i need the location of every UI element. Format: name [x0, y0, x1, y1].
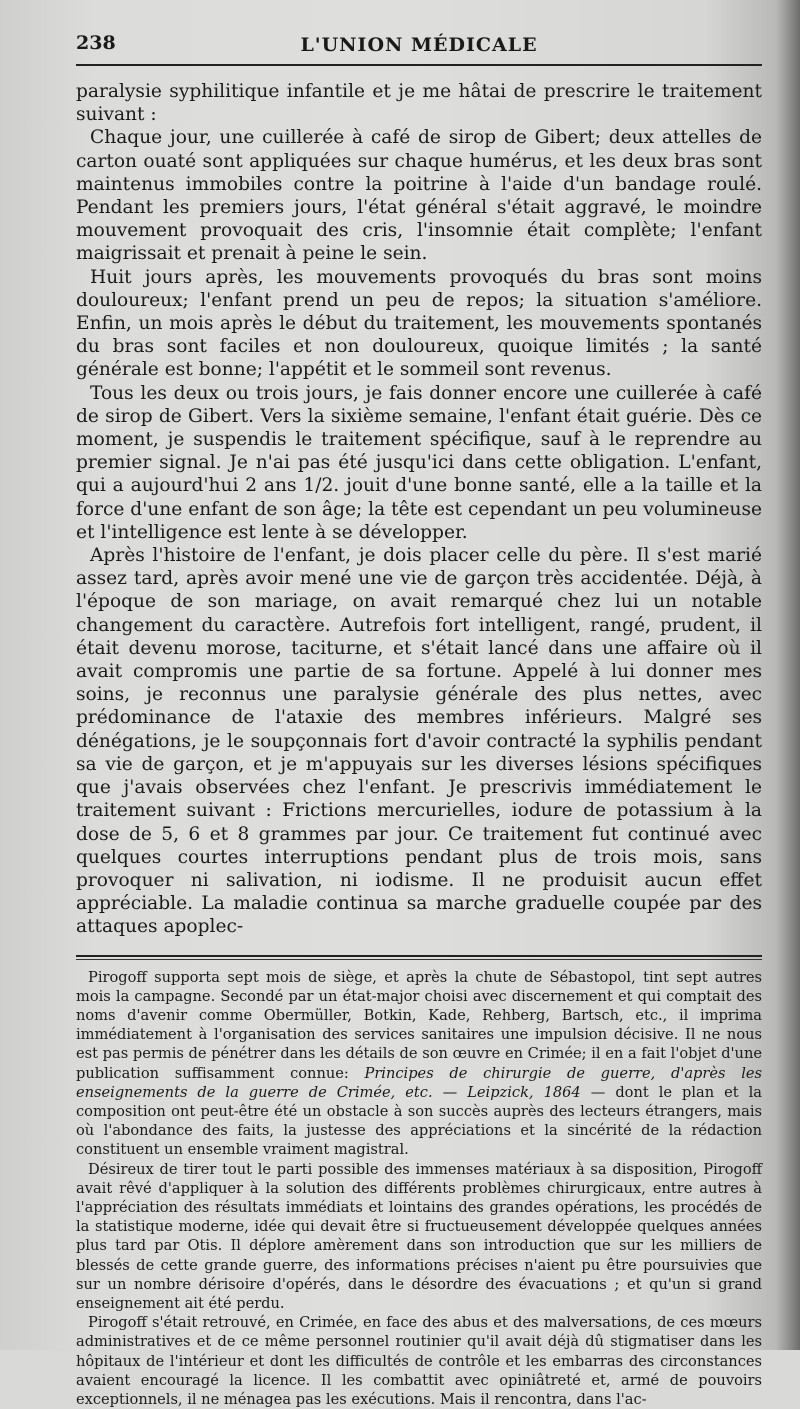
footnote-rule: [76, 955, 762, 957]
footnote-paragraph: Pirogoff s'était retrouvé, en Crimée, en face des abus et des malversations, de ces mœurs administratives et de ce même personnel routinier qu'il avait déjà dû stigmatiser dans les hôpitaux de l'intérieur et dont les difficultés de contrôle et les embarras des circonstances avaient encouragé la licence. Il les combattit avec opiniâtreté et, armé de pouvoirs exceptionnels, il ne ménagea pas les exécutions. Mais il rencontra, dans l'ac-: [76, 1314, 762, 1408]
page-header: [76, 20, 762, 56]
body-paragraph: Après l'histoire de l'enfant, je dois placer celle du père. Il s'est marié assez tard, après avoir mené une vie de garçon très accidentée. Déjà, à l'époque de son mariage, on avait remarqué chez lui un notable changement du caractère. Autrefois fort intelligent, rangé, prudent, il était devenu morose, taciturne, et s'était lancé dans une affaire où il avait compromis une partie de sa fortune. Appelé à lui donner mes soins, je reconnus une paralysie générale des plus nettes, avec prédominance de l'ataxie des membres inférieurs. Malgré ses dénégations, je le soupçonnais fort d'avoir contracté la syphilis pendant sa vie de garçon, et je m'appuyais sur les diverses lésions spécifiques que j'avais observées chez l'enfant. Je prescrivis immédiatement le traitement suivant : Frictions mercurielles, iodure de potassium à la dose de 5, 6 et 8 grammes par jour. Ce traitement fut continué avec quelques courtes interruptions pendant plus de trois mois, sans provoquer ni salivation, ni iodisme. Il ne produisit aucun effet appréciable. La maladie continua sa marche graduelle coupée par des attaques apoplec-: [76, 545, 762, 938]
body-paragraph: Huit jours après, les mouvements provoqués du bras sont moins douloureux; l'enfant prend un peu de repos; la situation s'améliore. Enfin, un mois après le début du traitement, les mouvements spontanés du bras sont faciles et non douloureux, quoique limités ; la santé générale est bonne; l'appétit et le sommeil sont revenus.: [76, 266, 762, 381]
header-rule: [76, 64, 762, 66]
body-paragraph: Tous les deux ou trois jours, je fais donner encore une cuillerée à café de sirop de Gibert. Vers la sixième semaine, l'enfant était guérie. Dès ce moment, je suspendis le traitement spécifique, sauf à le reprendre au premier signal. Je n'ai pas été jusqu'ici dans cette obligation. L'enfant, qui a aujourd'hui 2 ans 1/2. jouit d'une bonne santé, elle a la taille et la force d'une enfant de son âge; la tête est cependant un peu volumineuse et l'intelligence est lente à se développer.: [76, 382, 762, 543]
running-title: L'UNION MÉDICALE: [300, 34, 538, 56]
body-paragraph: paralysie syphilitique infantile et je me hâtai de prescrire le traitement suivant :: [76, 81, 762, 126]
footnotes: [76, 968, 762, 1409]
cited-work-title: Principes de chirurgie de guerre, d'après les enseignements de la guerre de Crimée, etc. — Leipzick, 1864: [76, 1064, 762, 1101]
footnote-paragraph: [76, 968, 762, 1160]
footnote-paragraph: Désireux de tirer tout le parti possible des immenses matériaux à sa disposition, Pirogoff avait rêvé d'appliquer à la solution des différents problèmes chirurgicaux, entre autres à l'appréciation des résultats immédiats et lointains des grandes opérations, les procédés de la statistique moderne, idée qui devait être si fructueusement développée quelques années plus tard par Otis. Il déplore amèrement dans son introduction que sur les milliers de blessés de cette grande guerre, des informations précises n'aient pu être poursuivies que sur un nombre dérisoire d'opérés, dans le désordre des évacuations ; et qu'un si grand enseignement ait été perdu.: [76, 1160, 762, 1312]
page-number: 238: [76, 32, 116, 54]
footnote-rule-thin: [76, 959, 762, 960]
main-text: [76, 80, 762, 939]
footnote-text: Pirogoff supporta sept mois de siège, et après la chute de Sébastopol, tint sept autres mois la campagne. Secondé par un état-major choisi avec discernement et qui comptait des noms d'avenir comme Obermüller, Botkin, Kade, Rehberg, Bartsch, etc., il imprima immédiatement à l'organisation des services sanitaires une impulsion décisive. Il ne nous est pas permis de pénétrer dans les détails de son œuvre en Crimée; il en a fait l'objet d'une publication suffisamment connue:: [76, 968, 762, 1082]
body-paragraph: Chaque jour, une cuillerée à café de sirop de Gibert; deux attelles de carton ouaté sont appliquées sur chaque humérus, et les deux bras sont maintenus immobiles contre la poitrine à l'aide d'un bandage roulé. Pendant les premiers jours, l'état général s'était aggravé, le moindre mouvement provoquait des cris, l'insomnie était complète; l'enfant maigrissait et prenait à peine le sein.: [76, 127, 762, 265]
footnote-text: — dont le plan et la composition ont peut-être été un obstacle à son succès auprès des lecteurs étrangers, mais où l'abondance des faits, la justesse des appréciations et la sincérité de la rédaction constituent un ensemble vraiment magistral.: [76, 1083, 763, 1159]
